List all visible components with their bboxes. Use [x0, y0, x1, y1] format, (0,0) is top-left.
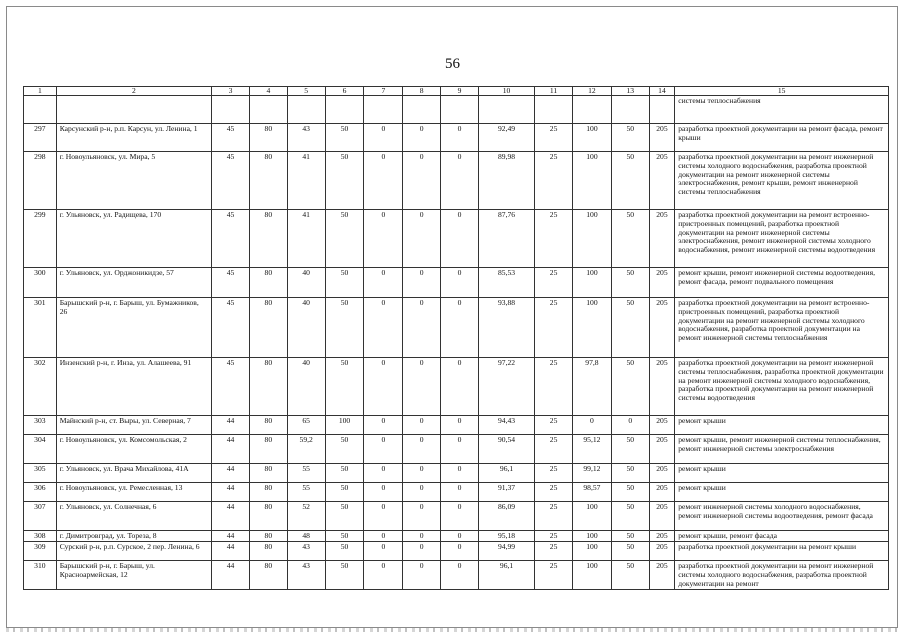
- value-cell: 25: [535, 483, 573, 502]
- row-number-cell: 303: [24, 416, 57, 435]
- value-cell: 80: [249, 435, 287, 464]
- value-cell: 50: [325, 531, 364, 542]
- works-cell: системы теплоснабжения: [675, 96, 889, 124]
- value-cell: 0: [364, 561, 403, 590]
- value-cell: 205: [649, 152, 675, 210]
- column-header: 2: [56, 87, 211, 96]
- table-row: [24, 358, 889, 416]
- value-cell: 50: [325, 483, 364, 502]
- value-cell: 0: [364, 358, 403, 416]
- value-cell: 50: [611, 358, 649, 416]
- row-number-cell: 302: [24, 358, 57, 416]
- address-cell: Барышский р-н, г. Барыш, ул. Красноармейская, 12: [56, 561, 211, 590]
- value-cell: [249, 96, 287, 124]
- address-cell: Барышский р-н, г. Барыш, ул. Бумажников, 26: [56, 298, 211, 358]
- value-cell: 55: [287, 464, 325, 483]
- value-cell: 50: [611, 542, 649, 561]
- value-cell: 97,22: [478, 358, 534, 416]
- value-cell: 0: [441, 502, 479, 531]
- value-cell: 0: [403, 124, 441, 152]
- table-row: [24, 124, 889, 152]
- value-cell: 85,53: [478, 268, 534, 298]
- value-cell: 50: [325, 152, 364, 210]
- value-cell: 50: [611, 435, 649, 464]
- value-cell: 205: [649, 124, 675, 152]
- value-cell: [364, 96, 403, 124]
- value-cell: 80: [249, 210, 287, 268]
- column-header: 1: [24, 87, 57, 96]
- value-cell: 25: [535, 561, 573, 590]
- value-cell: 0: [364, 531, 403, 542]
- value-cell: 25: [535, 464, 573, 483]
- value-cell: 0: [403, 435, 441, 464]
- value-cell: [535, 96, 573, 124]
- value-cell: 0: [403, 210, 441, 268]
- table-row: [24, 210, 889, 268]
- value-cell: 205: [649, 464, 675, 483]
- address-cell: г. Ульяновск, ул. Солнечная, 6: [56, 502, 211, 531]
- value-cell: 50: [325, 464, 364, 483]
- value-cell: 44: [212, 531, 250, 542]
- value-cell: 41: [287, 210, 325, 268]
- table-row: [24, 531, 889, 542]
- value-cell: 100: [325, 416, 364, 435]
- value-cell: 98,57: [573, 483, 612, 502]
- value-cell: 0: [403, 464, 441, 483]
- column-header: 11: [535, 87, 573, 96]
- value-cell: 0: [441, 531, 479, 542]
- value-cell: 0: [441, 483, 479, 502]
- value-cell: 50: [611, 502, 649, 531]
- value-cell: 86,09: [478, 502, 534, 531]
- value-cell: 25: [535, 416, 573, 435]
- value-cell: 80: [249, 531, 287, 542]
- value-cell: 94,43: [478, 416, 534, 435]
- row-number-cell: 308: [24, 531, 57, 542]
- value-cell: 0: [441, 542, 479, 561]
- table-row: [24, 152, 889, 210]
- value-cell: 0: [441, 210, 479, 268]
- row-number-cell: 310: [24, 561, 57, 590]
- value-cell: [287, 96, 325, 124]
- row-number-cell: 301: [24, 298, 57, 358]
- value-cell: 96,1: [478, 561, 534, 590]
- value-cell: 100: [573, 268, 612, 298]
- table-row: [24, 416, 889, 435]
- works-cell: разработка проектной документации на ремонт крыши: [675, 542, 889, 561]
- value-cell: 0: [441, 124, 479, 152]
- value-cell: 44: [212, 416, 250, 435]
- works-cell: ремонт инженерной системы холодного водоснабжения, ремонт инженерной системы водоотведения, ремонт фасада: [675, 502, 889, 531]
- table-row: [24, 435, 889, 464]
- value-cell: 100: [573, 502, 612, 531]
- value-cell: 205: [649, 561, 675, 590]
- value-cell: 100: [573, 124, 612, 152]
- value-cell: 87,76: [478, 210, 534, 268]
- value-cell: 48: [287, 531, 325, 542]
- table-row: [24, 483, 889, 502]
- address-cell: г. Ульяновск, ул. Врача Михайлова, 41А: [56, 464, 211, 483]
- value-cell: 59,2: [287, 435, 325, 464]
- table-row: [24, 464, 889, 483]
- value-cell: 40: [287, 298, 325, 358]
- value-cell: 205: [649, 542, 675, 561]
- value-cell: 50: [325, 268, 364, 298]
- value-cell: 0: [441, 561, 479, 590]
- value-cell: 205: [649, 502, 675, 531]
- value-cell: 0: [403, 152, 441, 210]
- value-cell: [649, 96, 675, 124]
- value-cell: 80: [249, 358, 287, 416]
- value-cell: 205: [649, 268, 675, 298]
- address-cell: г. Новоульяновск, ул. Мира, 5: [56, 152, 211, 210]
- value-cell: 80: [249, 464, 287, 483]
- works-cell: разработка проектной документации на ремонт инженерной системы холодного водоснабжения, разработка проектной документации на ремонт инженерной системы электроснабжения, ремонт крыши, ремонт инженерной системы теплоснабжения: [675, 152, 889, 210]
- value-cell: 25: [535, 124, 573, 152]
- value-cell: 0: [403, 531, 441, 542]
- value-cell: 80: [249, 124, 287, 152]
- value-cell: 100: [573, 542, 612, 561]
- value-cell: 25: [535, 502, 573, 531]
- value-cell: 91,37: [478, 483, 534, 502]
- value-cell: 0: [403, 502, 441, 531]
- works-cell: ремонт крыши: [675, 416, 889, 435]
- address-cell: г. Ульяновск, ул. Орджоникидзе, 57: [56, 268, 211, 298]
- address-cell: [56, 96, 211, 124]
- table-row: [24, 561, 889, 590]
- value-cell: 95,18: [478, 531, 534, 542]
- address-cell: г. Димитровград, ул. Тореза, 8: [56, 531, 211, 542]
- page-number: 56: [445, 56, 460, 72]
- table-row: [24, 268, 889, 298]
- value-cell: 100: [573, 210, 612, 268]
- value-cell: 50: [325, 298, 364, 358]
- value-cell: 0: [364, 268, 403, 298]
- row-number-cell: 309: [24, 542, 57, 561]
- value-cell: 0: [364, 298, 403, 358]
- header-row: [24, 87, 889, 96]
- row-number-cell: 304: [24, 435, 57, 464]
- value-cell: [611, 96, 649, 124]
- value-cell: 50: [611, 531, 649, 542]
- value-cell: 50: [611, 268, 649, 298]
- value-cell: 93,88: [478, 298, 534, 358]
- value-cell: 205: [649, 435, 675, 464]
- column-header: 9: [441, 87, 479, 96]
- value-cell: 80: [249, 542, 287, 561]
- value-cell: 65: [287, 416, 325, 435]
- value-cell: 92,49: [478, 124, 534, 152]
- works-cell: разработка проектной документации на ремонт встроенно-пристроенных помещений, разработка проектной документации на ремонт инженерной системы электроснабжения, ремонт инженерной системы холодного водоснабжения, ремонт инженерной системы водоотведения: [675, 210, 889, 268]
- column-header: 14: [649, 87, 675, 96]
- value-cell: 205: [649, 358, 675, 416]
- value-cell: 50: [325, 435, 364, 464]
- value-cell: 41: [287, 152, 325, 210]
- value-cell: 89,98: [478, 152, 534, 210]
- works-cell: разработка проектной документации на ремонт инженерной системы теплоснабжения, разработка проектной документации на ремонт инженерной системы холодного водоснабжения, разработка проектной документации на ремонт инженерной системы водоотведения: [675, 358, 889, 416]
- value-cell: 95,12: [573, 435, 612, 464]
- value-cell: 55: [287, 483, 325, 502]
- value-cell: 40: [287, 358, 325, 416]
- value-cell: 94,99: [478, 542, 534, 561]
- row-number-cell: 298: [24, 152, 57, 210]
- column-header: 15: [675, 87, 889, 96]
- value-cell: 0: [441, 435, 479, 464]
- value-cell: 0: [403, 298, 441, 358]
- value-cell: 25: [535, 152, 573, 210]
- value-cell: 0: [573, 416, 612, 435]
- value-cell: 50: [325, 358, 364, 416]
- value-cell: 0: [364, 502, 403, 531]
- value-cell: 0: [364, 464, 403, 483]
- column-header: 6: [325, 87, 364, 96]
- value-cell: 99,12: [573, 464, 612, 483]
- works-cell: ремонт крыши, ремонт инженерной системы водоотведения, ремонт фасада, ремонт подвального помещения: [675, 268, 889, 298]
- value-cell: 25: [535, 542, 573, 561]
- works-cell: ремонт крыши: [675, 464, 889, 483]
- column-header: 4: [249, 87, 287, 96]
- value-cell: 0: [441, 298, 479, 358]
- works-cell: ремонт крыши, ремонт фасада: [675, 531, 889, 542]
- value-cell: 0: [611, 416, 649, 435]
- value-cell: 44: [212, 464, 250, 483]
- table-row: [24, 96, 889, 124]
- value-cell: 50: [325, 502, 364, 531]
- value-cell: 44: [212, 502, 250, 531]
- value-cell: 0: [364, 210, 403, 268]
- value-cell: 0: [364, 152, 403, 210]
- row-number-cell: 297: [24, 124, 57, 152]
- value-cell: 100: [573, 152, 612, 210]
- value-cell: 80: [249, 502, 287, 531]
- value-cell: 25: [535, 531, 573, 542]
- value-cell: 0: [441, 358, 479, 416]
- value-cell: 44: [212, 435, 250, 464]
- row-number-cell: 305: [24, 464, 57, 483]
- value-cell: 50: [611, 483, 649, 502]
- address-cell: Инзенский р-н, г. Инза, ул. Алашеева, 91: [56, 358, 211, 416]
- value-cell: 45: [212, 124, 250, 152]
- value-cell: 205: [649, 298, 675, 358]
- value-cell: 50: [611, 298, 649, 358]
- column-header: 13: [611, 87, 649, 96]
- value-cell: 0: [441, 268, 479, 298]
- works-cell: разработка проектной документации на ремонт фасада, ремонт крыши: [675, 124, 889, 152]
- value-cell: [573, 96, 612, 124]
- works-cell: ремонт крыши: [675, 483, 889, 502]
- value-cell: 44: [212, 483, 250, 502]
- value-cell: [441, 96, 479, 124]
- value-cell: 205: [649, 483, 675, 502]
- value-cell: 25: [535, 358, 573, 416]
- value-cell: 0: [403, 416, 441, 435]
- data-table: [23, 86, 889, 590]
- value-cell: 50: [325, 124, 364, 152]
- works-cell: разработка проектной документации на ремонт инженерной системы холодного водоснабжения, разработка проектной документации на ремонт: [675, 561, 889, 590]
- value-cell: 40: [287, 268, 325, 298]
- table-row: [24, 298, 889, 358]
- value-cell: 45: [212, 152, 250, 210]
- column-header: 8: [403, 87, 441, 96]
- value-cell: 80: [249, 268, 287, 298]
- value-cell: 90,54: [478, 435, 534, 464]
- value-cell: 50: [611, 124, 649, 152]
- value-cell: 25: [535, 210, 573, 268]
- row-number-cell: 299: [24, 210, 57, 268]
- value-cell: 25: [535, 268, 573, 298]
- value-cell: 50: [325, 210, 364, 268]
- value-cell: 0: [364, 416, 403, 435]
- value-cell: 50: [611, 561, 649, 590]
- value-cell: 52: [287, 502, 325, 531]
- value-cell: 45: [212, 358, 250, 416]
- table-row: [24, 502, 889, 531]
- value-cell: 45: [212, 268, 250, 298]
- value-cell: 25: [535, 298, 573, 358]
- works-cell: разработка проектной документации на ремонт встроенно-пристроенных помещений, разработка проектной документации на ремонт инженерной системы холодного водоснабжения, разработка проектной документации на ремонт инженерной системы теплоснабжения: [675, 298, 889, 358]
- value-cell: [403, 96, 441, 124]
- column-header: 3: [212, 87, 250, 96]
- value-cell: 25: [535, 435, 573, 464]
- value-cell: 0: [364, 483, 403, 502]
- address-cell: г. Новоульяновск, ул. Комсомольская, 2: [56, 435, 211, 464]
- value-cell: 80: [249, 483, 287, 502]
- table-row: [24, 542, 889, 561]
- value-cell: 205: [649, 531, 675, 542]
- value-cell: 100: [573, 561, 612, 590]
- value-cell: 0: [364, 542, 403, 561]
- scan-artifact: [6, 628, 898, 632]
- value-cell: 0: [441, 152, 479, 210]
- value-cell: 0: [403, 542, 441, 561]
- value-cell: 0: [364, 435, 403, 464]
- value-cell: 0: [403, 268, 441, 298]
- value-cell: 45: [212, 210, 250, 268]
- value-cell: [212, 96, 250, 124]
- value-cell: 100: [573, 531, 612, 542]
- row-number-cell: 307: [24, 502, 57, 531]
- value-cell: 44: [212, 561, 250, 590]
- value-cell: 0: [403, 358, 441, 416]
- value-cell: 50: [611, 152, 649, 210]
- value-cell: 0: [441, 464, 479, 483]
- value-cell: 0: [364, 124, 403, 152]
- address-cell: г. Ульяновск, ул. Радищева, 170: [56, 210, 211, 268]
- works-cell: ремонт крыши, ремонт инженерной системы теплоснабжения, ремонт инженерной системы электроснабжения: [675, 435, 889, 464]
- value-cell: 50: [325, 542, 364, 561]
- value-cell: 50: [611, 210, 649, 268]
- value-cell: 96,1: [478, 464, 534, 483]
- value-cell: 205: [649, 210, 675, 268]
- value-cell: 97,8: [573, 358, 612, 416]
- address-cell: г. Новоульяновск, ул. Ремесленная, 13: [56, 483, 211, 502]
- row-number-cell: 300: [24, 268, 57, 298]
- value-cell: 45: [212, 298, 250, 358]
- value-cell: 43: [287, 124, 325, 152]
- value-cell: 80: [249, 416, 287, 435]
- column-header: 7: [364, 87, 403, 96]
- value-cell: 0: [403, 561, 441, 590]
- value-cell: 43: [287, 542, 325, 561]
- value-cell: 50: [611, 464, 649, 483]
- value-cell: 205: [649, 416, 675, 435]
- address-cell: Карсунский р-н, р.п. Карсун, ул. Ленина, 1: [56, 124, 211, 152]
- value-cell: [478, 96, 534, 124]
- value-cell: 50: [325, 561, 364, 590]
- value-cell: 80: [249, 298, 287, 358]
- column-header: 10: [478, 87, 534, 96]
- column-header: 5: [287, 87, 325, 96]
- value-cell: 0: [441, 416, 479, 435]
- address-cell: Майнский р-н, ст. Выры, ул. Северная, 7: [56, 416, 211, 435]
- address-cell: Сурский р-н, р.п. Сурское, 2 пер. Ленина, 6: [56, 542, 211, 561]
- value-cell: 0: [403, 483, 441, 502]
- row-number-cell: [24, 96, 57, 124]
- value-cell: 44: [212, 542, 250, 561]
- row-number-cell: 306: [24, 483, 57, 502]
- column-header: 12: [573, 87, 612, 96]
- value-cell: 80: [249, 561, 287, 590]
- value-cell: 43: [287, 561, 325, 590]
- value-cell: 100: [573, 298, 612, 358]
- value-cell: [325, 96, 364, 124]
- value-cell: 80: [249, 152, 287, 210]
